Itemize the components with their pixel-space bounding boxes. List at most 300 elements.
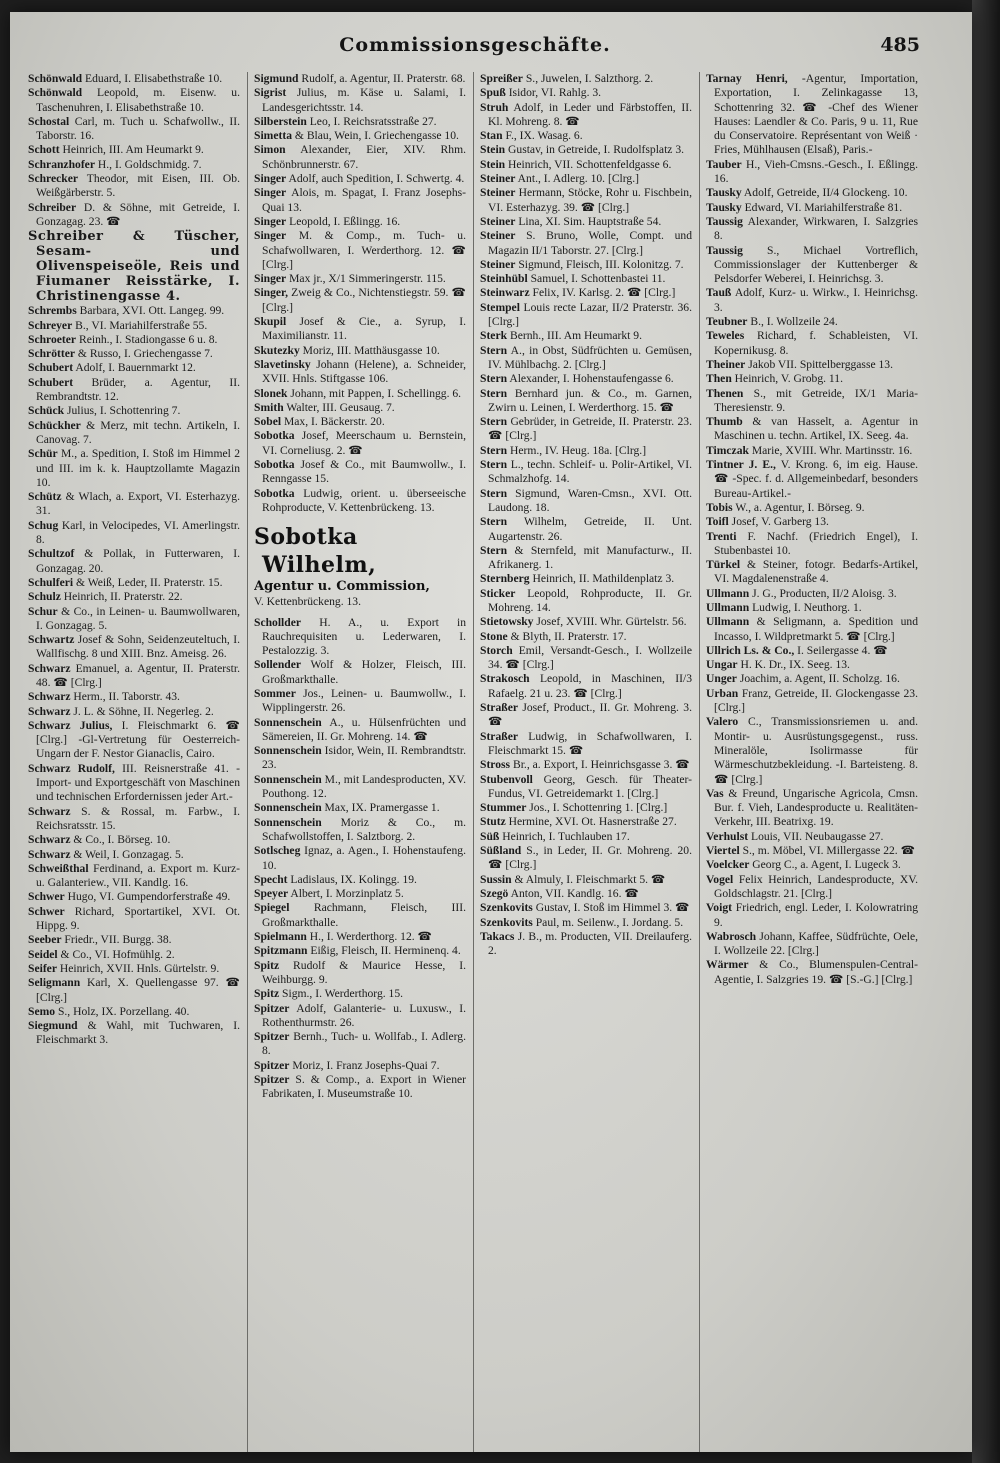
directory-entry (480, 930, 692, 959)
entry-name: Spitzmann (254, 944, 308, 958)
directory-entry (706, 158, 918, 187)
entry-details: & Sternfeld, mit Manufacturw., II. Afrikanerg. 1. (488, 543, 692, 572)
entry-name: Taussig (706, 214, 743, 228)
entry-name: Ungar (706, 658, 738, 672)
entry-name: Türkel (706, 558, 741, 572)
entry-details: Barbara, XVI. Ott. Langeg. 99. (76, 304, 225, 318)
entry-details: Gustav, I. Stoß im Himmel 3. ☎ (532, 901, 690, 915)
entry-details: Sigm., I. Werderthorg. 15. (279, 987, 404, 1001)
entry-name: Sticker (480, 586, 516, 600)
directory-entry (28, 605, 240, 634)
entry-details: Friedrich, engl. Leder, I. Kolowratring 9. (714, 901, 918, 929)
entry-name: Spitzer (254, 1001, 290, 1015)
entry-details: A., in Obst, Südfrüchten u. Gemüsen, IV. Mühlbachg. 2. [Clrg.] (488, 343, 692, 371)
directory-entry (480, 458, 692, 487)
directory-entry (254, 801, 466, 815)
directory-entry (706, 501, 918, 515)
entry-details: & Weil, I. Gonzagag. 5. (70, 847, 184, 861)
entry-name: Stempel (480, 300, 520, 314)
directory-entry (706, 72, 918, 158)
directory-entry (480, 258, 692, 272)
directory-entry (706, 715, 918, 786)
entry-details: Ignaz, a. Agen., I. Hohenstaufeng. 10. (262, 844, 466, 872)
entry-name: Slonek (254, 386, 288, 400)
entry-name: Sonnenschein (254, 715, 322, 729)
directory-entry (706, 787, 918, 830)
entry-details: Heinrich, XVII. Hnls. Gürtelstr. 9. (56, 961, 220, 975)
entry-name: Stubenvoll (480, 772, 533, 786)
entry-name: Spuß (480, 86, 506, 100)
directory-entry (480, 758, 692, 772)
entry-name: Sobotka (254, 458, 295, 472)
directory-entry (480, 901, 692, 915)
directory-entry (28, 547, 240, 576)
entry-name: Stein (480, 157, 506, 171)
entry-name: Unger (706, 672, 737, 686)
entry-name: Spitz (254, 958, 280, 972)
directory-entry (28, 662, 240, 691)
entry-name: Thumb (706, 415, 743, 429)
entry-details: & Co., VI. Hofmühlg. 2. (57, 947, 175, 961)
entry-details: & Almuly, I. Fleischmarkt 5. ☎ (511, 872, 666, 886)
entry-details: & Seligmann, a. Spedition und Incasso, I. Wildpretmarkt 5. ☎ [Clrg.] (714, 615, 918, 643)
entry-details: L., techn. Schleif- u. Polir-Artikel, VI. Schmalzhofg. 14. (488, 458, 692, 486)
entry-name: Schück (28, 404, 65, 418)
entry-name: Straßer (480, 701, 518, 715)
entry-name: Tintner J. E., (706, 458, 776, 472)
entry-name: Toifl (706, 515, 729, 529)
entry-name: Schwarz (28, 833, 71, 847)
directory-entry (480, 387, 692, 416)
entry-name: Strakosch (480, 672, 530, 686)
entry-details: Heinrich, II. Mathildenplatz 3. (529, 572, 675, 586)
entry-details: Adolf, Getreide, II/4 Glockeng. 10. (741, 186, 908, 200)
directory-entry (254, 429, 466, 458)
entry-name: Schwartz (28, 633, 75, 647)
entry-name: Wabrosch (706, 929, 757, 943)
entry-details: Hugo, VI. Gumpendorferstraße 49. (64, 890, 231, 904)
entry-name: Urban (706, 686, 739, 700)
directory-entry (254, 415, 466, 429)
directory-entry (480, 415, 692, 444)
directory-entry (480, 873, 692, 887)
entry-name: Schwarz (28, 847, 71, 861)
directory-entry (706, 387, 918, 416)
entry-details: B., VI. Mariahilferstraße 55. (72, 318, 208, 332)
entry-details: S., in Leder, II. Gr. Mohreng. 20. ☎ [Clrg.] (488, 844, 692, 872)
directory-entry (480, 186, 692, 215)
directory-entry (28, 1019, 240, 1048)
entry-name: Straßer (480, 729, 518, 743)
entry-details: W., a. Agentur, I. Börseg. 9. (732, 500, 865, 514)
entry-details: Richard, Sportartikel, XVI. Ot. Hippg. 9. (36, 904, 240, 933)
directory-entry (254, 344, 466, 358)
directory-entry (28, 319, 240, 333)
entry-details: Joachim, a. Agent, II. Scholzg. 16. (736, 672, 900, 686)
entry-details: Josef & Co., mit Baumwollw., I. Renngasse 15. (262, 458, 466, 486)
directory-entry (254, 944, 466, 958)
entry-details: Josef, XVIII. Whr. Gürtelstr. 56. (533, 615, 687, 629)
entry-details: Ludwig, orient. u. überseeische Rohproducte, V. Kettenbrückeng. 13. (262, 486, 466, 514)
directory-entry (480, 129, 692, 143)
entry-details: Bernh., III. Am Heumarkt 9. (507, 329, 642, 343)
entry-details: Leopold, I. Eßlingg. 16. (286, 214, 401, 228)
directory-entry (480, 544, 692, 573)
entry-details: S., Juwelen, I. Salzthorg. 2. (522, 72, 654, 85)
entry-name: Sommer (254, 686, 296, 700)
entry-details: Louis, VII. Neubaugasse 27. (748, 829, 884, 843)
directory-entry (254, 1002, 466, 1031)
entry-name: Spitzer (254, 1058, 290, 1072)
directory-entry (28, 933, 240, 947)
directory-entry (254, 286, 466, 315)
directory-entry (480, 444, 692, 458)
entry-details: Herm., II. Taborstr. 43. (70, 690, 180, 704)
entry-details: D. & Söhne, mit Getreide, I. Gonzagag. 23. ☎ (36, 200, 240, 228)
entry-name: Schrötter (28, 347, 75, 361)
directory-entry (254, 844, 466, 873)
entry-name: Seeber (28, 933, 62, 947)
entry-details: Ludwig, in Schafwollwaren, I. Fleischmarkt 15. ☎ (488, 729, 692, 757)
column-1 (28, 72, 240, 1452)
column-divider (247, 72, 248, 1452)
entry-details: S., Holz, IX. Porzellang. 40. (55, 1004, 190, 1018)
entry-name: Stern (480, 386, 508, 400)
entry-details: Franz, Getreide, II. Glockengasse 23. [Clrg.] (714, 686, 918, 715)
entry-details: & Pollak, in Futterwaren, I. Gonzagag. 20. (36, 547, 240, 575)
directory-entry (706, 315, 918, 329)
directory-entry (28, 833, 240, 847)
entry-details: Adolf, auch Spedition, I. Schwertg. 4. (286, 172, 465, 186)
entry-details: S., m. Möbel, VI. Millergasse 22. ☎ (739, 844, 916, 858)
entry-name: Singer (254, 229, 287, 243)
entry-name: Sobotka (254, 486, 295, 500)
entry-name: Sobotka (254, 429, 295, 443)
entry-details: -Agentur, Importation, Exportation, I. Zelinkagasse 13, Schottenring 32. ☎ -Chef des Wiener Hauses: Laendler & Co. Paris, 9 u. 11, Rue du Conservatoire. Représentant von Weiß · Fries, Mühlhausen (Elsaß), Paris.- (714, 72, 918, 157)
entry-name: Stern (480, 515, 508, 529)
directory-entry (254, 487, 466, 516)
directory-entry (254, 959, 466, 988)
entry-name: Stan (480, 129, 503, 143)
entry-details: & Weiß, Leder, II. Praterstr. 15. (73, 575, 223, 589)
entry-name: Schrecker (28, 172, 79, 186)
entry-name: Wärmer (706, 958, 749, 972)
entry-name: Teweles (706, 329, 745, 343)
entry-details: Adolf, Kurz- u. Wirkw., I. Heinrichsg. 3. (714, 286, 918, 314)
directory-entry (28, 1005, 240, 1019)
entry-details: Friedr., VII. Burgg. 38. (61, 933, 172, 947)
entry-details: & Wlach, a. Export, VI. Esterhazyg. 31. (36, 490, 240, 518)
entry-details: & Russo, I. Griechengasse 7. (75, 347, 213, 361)
entry-name: Spitzer (254, 1030, 290, 1044)
column-2 (254, 72, 466, 1452)
directory-entry (706, 644, 918, 658)
directory-entry (480, 487, 692, 516)
directory-entry (480, 344, 692, 373)
entry-details: M. & Comp., m. Tuch- u. Schafwollwaren, I. Werderthorg. 12. ☎ [Clrg.] (262, 229, 466, 271)
entry-details: Eduard, I. Elisabethstraße 10. (82, 72, 223, 85)
directory-entry (480, 215, 692, 229)
entry-details: Karl, X. Quellengasse 97. ☎ [Clrg.] (36, 976, 240, 1004)
entry-details: Heinrich, V. Grobg. 11. (731, 372, 843, 386)
entry-name: Steinhübl (480, 272, 528, 286)
directory-page (10, 12, 972, 1452)
entry-name: Seidel (28, 947, 58, 961)
directory-entry (254, 143, 466, 172)
directory-entry (706, 873, 918, 902)
entry-name: Schwarz (28, 661, 71, 675)
directory-entry (254, 744, 466, 773)
directory-entry (28, 905, 240, 934)
entry-details: Max, IX. Pramergasse 1. (321, 801, 440, 815)
entry-name: Schwarz Rudolf, (28, 761, 115, 775)
directory-entry (254, 129, 466, 143)
directory-entry (28, 805, 240, 834)
entry-name: Tobis (706, 500, 733, 514)
entry-name: Sussin (480, 872, 512, 886)
directory-entry (28, 347, 240, 361)
entry-details: Hermine, XVI. Ot. Hasnerstraße 27. (505, 815, 677, 829)
entry-details: I. Seilergasse 4. ☎ (794, 643, 888, 657)
entry-details: Sigmund, Waren-Cmsn., XVI. Ott. Laudong. 18. (488, 486, 692, 514)
entry-name: Schulferi (28, 575, 74, 589)
entry-details: Leo, I. Reichsratsstraße 27. (306, 114, 437, 128)
entry-details: Georg, Gesch. für Theater-Fundus, VI. Getreidemarkt 1. [Clrg.] (488, 772, 692, 800)
entry-name: Schönwald (28, 72, 83, 85)
entry-name: Steiner (480, 214, 516, 228)
entry-details: Brüder, a. Agentur, II. Rembrandtstr. 12. (36, 375, 240, 404)
entry-details: Theodor, mit Eisen, III. Ob. Weißgärberstr. 5. (36, 172, 240, 200)
entry-details: Samuel, I. Schottenbastei 11. (527, 272, 666, 286)
entry-details: H., Vieh-Cmsns.-Gesch., I. Eßlingg. 16. (714, 157, 918, 186)
directory-entry (28, 376, 240, 405)
directory-entry (480, 101, 692, 130)
entry-details: Ant., I. Adlerg. 10. [Clrg.] (515, 172, 639, 186)
column-divider (473, 72, 474, 1452)
directory-entry (254, 887, 466, 901)
entry-name: Szenkovits (480, 915, 533, 929)
directory-entry (28, 333, 240, 347)
entry-details: Adolf, I. Bauernmarkt 12. (73, 361, 196, 375)
entry-details: Josef & Cie., a. Syrup, I. Maximilianstr. 11. (262, 315, 466, 343)
directory-entry (706, 558, 918, 587)
entry-details: & Co., in Leinen- u. Baumwollwaren, I. Gonzagag. 5. (36, 604, 240, 632)
entry-name: Steiner (480, 186, 516, 200)
entry-name: Ullmann (706, 586, 750, 600)
directory-entry (28, 690, 240, 704)
entry-details: F., IX. Wasag. 6. (502, 129, 583, 143)
entry-name: Sonnenschein (254, 744, 322, 758)
directory-entry (706, 415, 918, 444)
entry-name: Sternberg (480, 572, 530, 586)
entry-details: M., mit Landesproducten, XV. Pouthong. 12. (262, 772, 466, 801)
entry-name: Schreyer (28, 318, 73, 332)
directory-entry (28, 172, 240, 201)
entry-details: Heinrich, II. Praterstr. 22. (60, 590, 183, 604)
entry-name: Viertel (706, 844, 740, 858)
directory-entry (480, 301, 692, 330)
directory-entry (480, 572, 692, 586)
entry-name: Specht (254, 872, 288, 886)
entry-details: Bernh., Tuch- u. Wollfab., I. Adlerg. 8. (262, 1030, 466, 1058)
directory-entry (254, 687, 466, 716)
directory-entry (706, 658, 918, 672)
directory-entry (480, 158, 692, 172)
entry-name: Tarnay Henri, (706, 72, 788, 85)
entry-details: Julius, m. Käse u. Salami, I. Landesgerichtsstr. 14. (262, 86, 466, 114)
directory-entry (480, 701, 692, 730)
directory-entry (706, 587, 918, 601)
directory-entry (28, 948, 240, 962)
directory-entry (706, 858, 918, 872)
directory-entry (28, 848, 240, 862)
directory-entry (254, 272, 466, 286)
entry-name: Ullrich Ls. & Co., (706, 643, 795, 657)
directory-entry (28, 862, 240, 891)
entry-details: Carl, m. Tuch u. Schafwollw., II. Taborstr. 16. (36, 114, 240, 143)
entry-details: Gustav, in Getreide, I. Rudolfsplatz 3. (505, 143, 685, 157)
directory-entry (254, 86, 466, 115)
entry-details: H., I. Werderthorg. 12. ☎ (306, 930, 432, 944)
directory-entry (254, 873, 466, 887)
entry-details: Albert, I. Morzinplatz 5. (288, 887, 404, 901)
entry-details: Isidor, Wein, II. Rembrandtstr. 23. (262, 744, 466, 772)
entry-name: Singer, (254, 286, 289, 300)
entry-name: Süß (480, 829, 500, 843)
directory-entry (254, 1059, 466, 1073)
entry-name: Sigmund (254, 72, 299, 85)
entry-name: Stutz (480, 815, 506, 829)
entry-name: Süßland (480, 844, 522, 858)
entry-name: Schrembs (28, 304, 77, 318)
entry-name: Schwer (28, 904, 65, 918)
entry-name: Schostal (28, 114, 70, 128)
directory-entry (480, 272, 692, 286)
entry-details: Josef, V. Garberg 13. (728, 515, 829, 529)
entry-details: Josef, Meerschaum u. Bernstein, VI. Corneliusg. 2. ☎ (262, 429, 466, 457)
entry-details: & Blau, Wein, I. Griechengasse 10. (292, 129, 459, 143)
directory-entry (28, 115, 240, 144)
entry-name: Schwarz (28, 704, 71, 718)
entry-name: Sobel (254, 415, 282, 429)
entry-name: Theiner (706, 357, 746, 371)
directory-entry (480, 644, 692, 673)
entry-name: Valero (706, 715, 739, 729)
entry-details: S. & Comp., a. Export in Wiener Fabrikaten, I. Museumstraße 10. (262, 1073, 466, 1101)
entry-name: Schwer (28, 890, 65, 904)
entry-name: Sonnenschein (254, 772, 322, 786)
entry-name: Schott (28, 143, 60, 157)
directory-entry (706, 615, 918, 644)
directory-entry (28, 590, 240, 604)
page-number: 485 (880, 34, 920, 56)
entry-name: Schreiber & Tüscher, Sesam- und Olivenspeiseöle, Reis und Fiumaner Reisstärke, (28, 229, 240, 290)
directory-entry (254, 401, 466, 415)
entry-name: Sterk (480, 329, 508, 343)
directory-entry (254, 716, 466, 745)
directory-entry (28, 419, 240, 448)
entry-details: & Co., Blumenspulen-Central-Agentie, I. Salzgries 19. ☎ [S.-G.] [Clrg.] (714, 958, 918, 986)
entry-name: Smith (254, 400, 284, 414)
entry-details: Ferdinand, a. Export m. Kurz- u. Galanteriew., VII. Kandlg. 16. (36, 861, 240, 890)
directory-entry (254, 1073, 466, 1102)
entry-name: Ullmann (706, 615, 750, 629)
entry-details: Adolf, Galanterie- u. Luxusw., I. Rothenthurmstr. 26. (262, 1001, 466, 1029)
entry-details: Josef, Product., II. Gr. Mohreng. 3. ☎ (488, 701, 692, 729)
directory-entry (706, 215, 918, 244)
entry-details: Jakob VII. Spittelberggasse 13. (745, 357, 893, 371)
entry-name: Voelcker (706, 858, 750, 872)
entry-details: Rachmann, Fleisch, III. Großmarkthalle. (262, 901, 466, 929)
directory-entry (254, 458, 466, 487)
entry-name: Szegö (480, 886, 509, 900)
directory-entry (254, 229, 466, 272)
entry-details: Jos., I. Schottenring 1. [Clrg.] (526, 801, 668, 815)
entry-name: Schubert (28, 361, 74, 375)
entry-name: Stern (480, 343, 508, 357)
entry-details: Eißig, Fleisch, II. Herminenq. 4. (307, 944, 461, 958)
entry-details: Anton, VII. Kandlg. 16. ☎ (508, 886, 639, 900)
entry-details: Ludwig, I. Neuthorg. 1. (749, 600, 862, 614)
entry-name: Stone (480, 629, 508, 643)
directory-columns (28, 72, 920, 1452)
entry-details: Leopold, in Maschinen, II/3 Rafaelg. 21 u. 23. ☎ [Clrg.] (488, 672, 692, 700)
directory-entry (254, 987, 466, 1001)
entry-details: Emil, Versandt-Gesch., I. Wollzeile 34. ☎ [Clrg.] (488, 643, 692, 672)
directory-entry (28, 719, 240, 762)
entry-details: Heinrich, III. Am Heumarkt 9. (59, 143, 204, 157)
entry-name: Singer (254, 172, 287, 186)
directory-entry (28, 143, 240, 157)
directory-entry (28, 976, 240, 1005)
advertisement-entry (254, 523, 466, 609)
entry-name: Seligmann (28, 976, 81, 990)
column-divider (699, 72, 700, 1452)
entry-details: Karl, in Velocipedes, VI. Amerlingstr. 8. (36, 518, 240, 547)
directory-entry (254, 358, 466, 387)
directory-entry (28, 361, 240, 375)
entry-details: Felix Heinrich, Landesproducte, XV. Goldschlagstr. 21. [Clrg.] (714, 872, 918, 900)
entry-name: Schweißthal (28, 861, 89, 875)
entry-details: Richard, f. Schableisten, VI. Kopernikusg. 8. (714, 329, 918, 357)
directory-entry (480, 86, 692, 100)
entry-details: Rudolf & Maurice Hesse, I. Weihburgg. 9. (262, 958, 466, 986)
entry-name: Teubner (706, 315, 748, 329)
entry-details: Lina, XI. Sim. Hauptstraße 54. (515, 214, 662, 228)
directory-entry (254, 186, 466, 215)
ad-firm-name: Sobotka Wilhelm, (254, 524, 377, 579)
entry-name: Stross (480, 758, 511, 772)
directory-entry (28, 229, 240, 304)
ad-business-line: Agentur u. Commission, (254, 579, 430, 595)
entry-name: Steiner (480, 257, 516, 271)
entry-name: Schultzof (28, 547, 75, 561)
entry-name: Schulz (28, 590, 61, 604)
directory-entry (28, 519, 240, 548)
directory-entry (28, 633, 240, 662)
entry-name: Schütz (28, 490, 62, 504)
entry-name: Schreiber (28, 200, 77, 214)
directory-entry (706, 844, 918, 858)
entry-details: J. B., m. Producten, VII. Dreilauferg. 2. (488, 929, 692, 958)
directory-entry (480, 143, 692, 157)
entry-details: & Freund, Ungarische Agricola, Cmsn. Bur. f. Vieh, Landesproducte u. Realitäten-Verkehr, III. Beatrixg. 19. (714, 786, 918, 829)
directory-entry (254, 816, 466, 845)
directory-entry (254, 72, 466, 86)
entry-name: Semo (28, 1004, 56, 1018)
entry-name: Silberstein (254, 114, 307, 128)
entry-name: Schranzhofer (28, 157, 95, 171)
